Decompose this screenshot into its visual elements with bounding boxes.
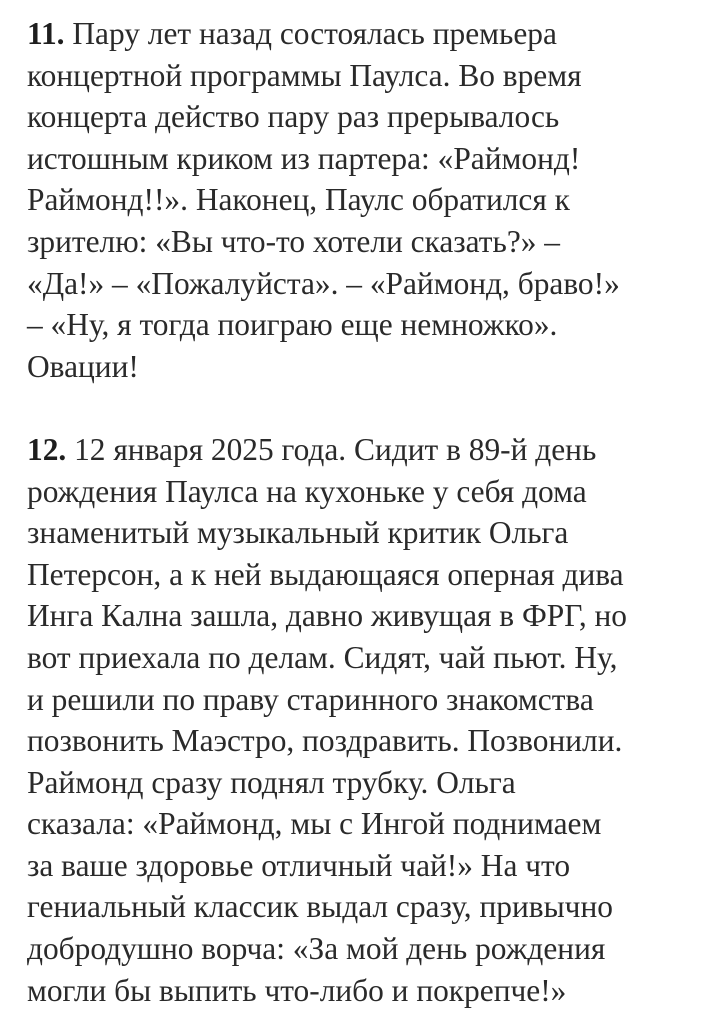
text-line: за ваше здоровье отличный чай!» На что — [27, 847, 571, 883]
text-line: позвонить Маэстро, поздравить. Позвонили. — [27, 723, 623, 759]
text-line: «Да!» – «Пожалуйста». – «Раймонд, браво!» — [27, 265, 620, 301]
paragraph-12 — [27, 429, 697, 1011]
paragraph-11 — [27, 0, 697, 387]
text-line: Петерсон, а к ней выдающаяся оперная дива — [27, 556, 624, 592]
text-line: истошным криком из партера: «Раймонд! — [27, 140, 581, 176]
text-line: Раймонд сразу поднял трубку. Ольга — [27, 764, 516, 800]
article-text — [27, 0, 697, 1011]
paragraph-number: 12. — [27, 431, 67, 467]
text-line: Инга Кална зашла, давно живущая в ФРГ, но — [27, 598, 628, 634]
text-line: зрителю: «Вы что-то хотели сказать?» – — [27, 223, 560, 259]
text-line: знаменитый музыкальный критик Ольга — [27, 515, 569, 551]
text-line: 11. Пару лет назад состоялась премьера — [27, 16, 557, 51]
text-line: рождения Паулса на кухоньке у себя дома — [27, 473, 587, 509]
text-line: сказала: «Раймонд, мы с Ингой поднимаем — [27, 806, 602, 842]
text-line: могли бы выпить что-либо и покрепче!» — [27, 972, 567, 1008]
text-line: гениальный классик выдал сразу, привычно — [27, 889, 613, 925]
text-line: – «Ну, я тогда поиграю еще немножко». — [27, 307, 558, 343]
paragraph-number: 11. — [27, 16, 65, 51]
text-line: Овации! — [27, 348, 139, 384]
text-line: концертной программы Паулса. Во время — [27, 57, 582, 93]
text-line: 12. 12 января 2025 года. Сидит в 89-й день — [27, 431, 597, 467]
text-line: добродушно ворча: «За мой день рождения — [27, 931, 606, 967]
text-line: и решили по праву старинного знакомства — [27, 681, 594, 717]
text-line: концерта действо пару раз прерывалось — [27, 99, 560, 135]
text-line: вот приехала по делам. Сидят, чай пьют. Ну, — [27, 639, 618, 675]
text-line: Раймонд!!». Наконец, Паулс обратился к — [27, 182, 570, 218]
